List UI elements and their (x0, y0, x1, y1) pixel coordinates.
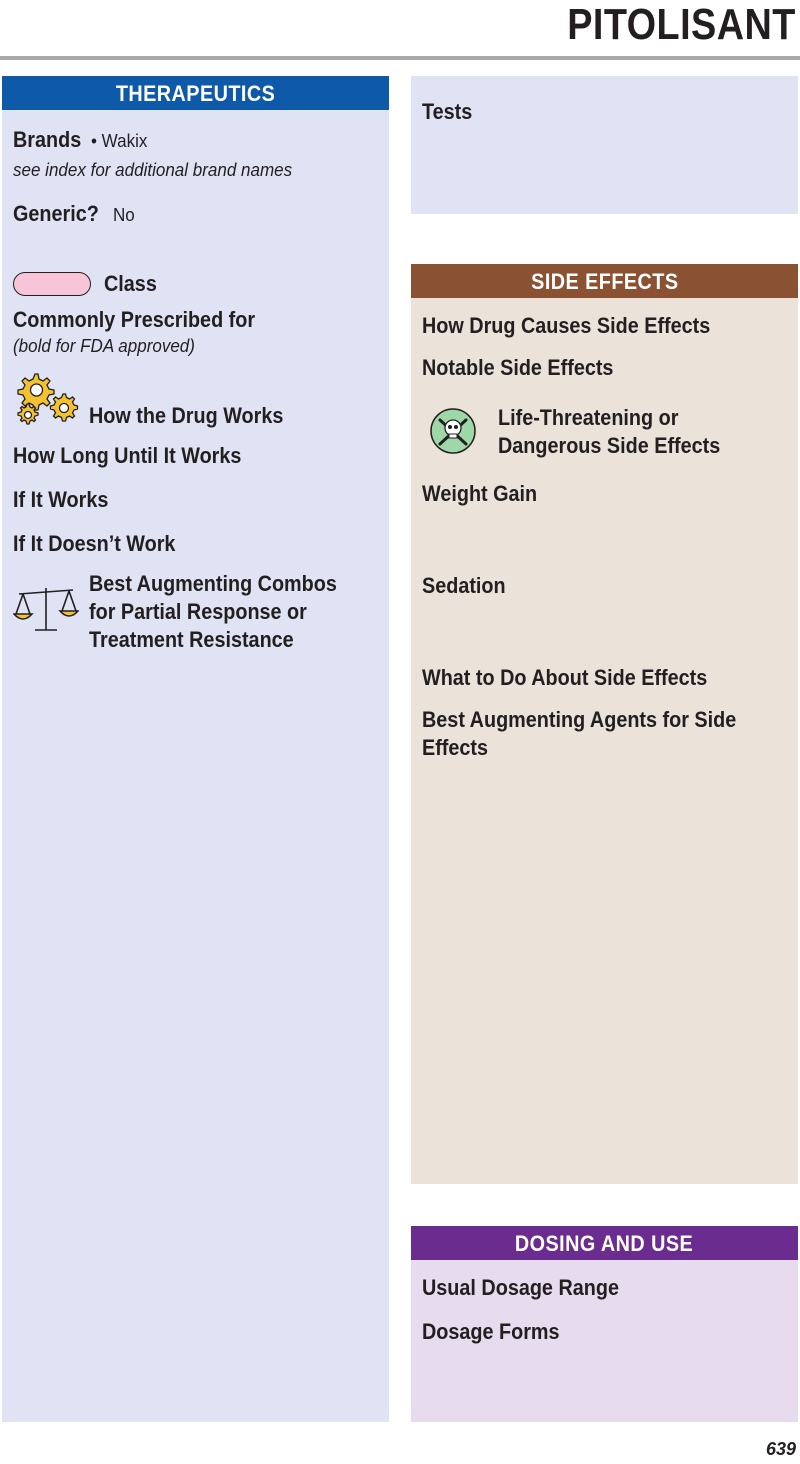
augment-heading-line: Best Augmenting Agents for Side (422, 707, 737, 732)
combos-header (13, 568, 379, 658)
brands-note: see index for additional brand names (13, 159, 293, 180)
augment-heading-block (422, 706, 788, 762)
brands-value: • Wakix (91, 130, 148, 151)
class-heading: Class (104, 271, 157, 296)
sedation-gauge-row (422, 604, 788, 650)
page-title: PITOLISANT (567, 0, 796, 49)
gears-icon (13, 370, 81, 426)
dosing-column (411, 1226, 798, 1422)
weight-heading: Weight Gain (422, 481, 538, 506)
life-heading-line: Dangerous Side Effects (498, 433, 721, 458)
side-effects-band: SIDE EFFECTS (411, 264, 798, 298)
notable-heading: Notable Side Effects (422, 355, 614, 380)
combos-heading-line: Best Augmenting Combos (89, 571, 337, 596)
combos-heading-block (89, 570, 364, 654)
dosage-forms-heading: Dosage Forms (422, 1319, 560, 1344)
brands-label: Brands (13, 127, 82, 152)
side-effects-column (411, 264, 798, 1184)
page-number: 639 (765, 1439, 796, 1459)
weight-gauge-row (422, 512, 788, 558)
works-heading: How the Drug Works (89, 403, 284, 428)
title-rule (0, 56, 800, 60)
prescribed-heading: Commonly Prescribed for (13, 307, 256, 332)
how-causes-heading: How Drug Causes Side Effects (422, 313, 711, 338)
howlong-heading: How Long Until It Works (13, 443, 242, 468)
usual-dosage-heading: Usual Dosage Range (422, 1275, 619, 1300)
tests-heading: Tests (422, 99, 473, 124)
scale-icon (13, 584, 79, 634)
class-header (13, 226, 379, 294)
ifworks-heading: If It Works (13, 487, 109, 512)
combos-heading-line: for Partial Response or (89, 599, 307, 624)
works-header (13, 370, 379, 442)
dosing-band: DOSING AND USE (411, 1226, 798, 1260)
life-header (422, 398, 788, 466)
life-heading-line: Life-Threatening or (498, 405, 679, 430)
generic-value: No (113, 204, 135, 225)
pill-icon (13, 272, 91, 296)
combos-heading-line: Treatment Resistance (89, 627, 294, 652)
therapeutics-column (2, 76, 389, 1422)
generic-block (13, 182, 379, 226)
skull-crossbones-icon (428, 406, 478, 456)
prescribed-note: (bold for FDA approved) (13, 335, 195, 356)
generic-label: Generic? (13, 201, 99, 226)
ifnot-heading: If It Doesn’t Work (13, 531, 176, 556)
therapeutics-continued (411, 76, 798, 214)
whattodo-heading: What to Do About Side Effects (422, 665, 708, 690)
augment-heading-line: Effects (422, 735, 489, 760)
brands-block (13, 110, 379, 160)
sedation-heading: Sedation (422, 573, 506, 598)
life-heading-block (498, 404, 745, 460)
therapeutics-band: THERAPEUTICS (2, 76, 389, 110)
